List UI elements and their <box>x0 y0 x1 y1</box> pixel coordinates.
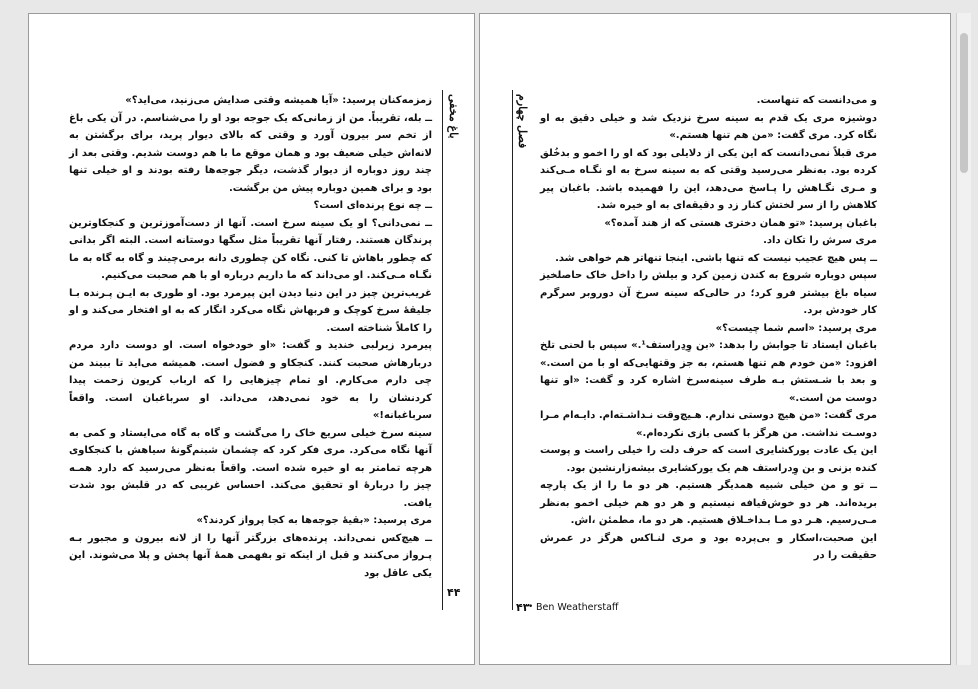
paragraph: این یک عادت یورکشایری است که حرف دلت را خیلی راست و پوست کنده بزنی و بن وِدراستف هم یک یورکشایری بیشه‌زارنشین بود. <box>540 445 877 474</box>
page-number: ۴۳ <box>516 601 530 614</box>
paragraph: این صحبت،اسکار و بی‌پرده بود و مری لنـاکس هرگز در عمرش حقیقت را در <box>540 532 877 561</box>
paragraph: ــ چه نوع پرنده‌ای است؟ <box>313 200 432 211</box>
paragraph: ــ تو و من خیلی شبیه همدیگر هستیم. هر دو ما را از یک پارچه بریده‌اند. هر دو خوش‌قیافه نیستیم و هر دو هم خیلی اخمو به‌نظر مـی‌رسیم. هـر دو مـا بـداخـلاق هستیم. هر دو ما، مطمئن ،اش. <box>540 480 877 526</box>
left-page <box>28 13 475 665</box>
right-page-body <box>540 92 877 565</box>
paragraph: مری پرسید: «اسم شما چیست؟» <box>715 322 877 334</box>
running-head: باغ مخفی <box>447 94 460 139</box>
paragraph: زمزمه‌کنان پرسید: «آیا همیشه وقتی صدایش می‌زنید، می‌اید؟» <box>125 95 432 106</box>
paragraph: باغبان پرسید: «تو همان دختری هستی که از هند آمده؟» <box>604 217 877 229</box>
paragraph: ــ بله، تقریباً. من از زمانی‌که یک جوجه بود او را می‌شناسم. در آن یکی باغ از تخم سر بیرون آورد و وقتی که بالای دیوار پرید، برای برگشتن به لانه‌اش خیلی ضعیف بود و همان موقع ما با هم دوست شدیم. وقتی بعد از چند روز دوباره از دیوار گذشت، دیگر جوجه‌ها رفته بودند و او خیلی تنها بود و برای همین دوباره پیش من برگشت. <box>69 112 432 194</box>
left-page-body <box>69 92 432 582</box>
paragraph: مری قبلاً نمی‌دانست که این یکی از دلایلی بود که او را اخمو و بدخُلق کرده بود. به‌نظر می‌رسید وقتی که به سینه سرخ به او نگـاه مـی‌کند و مـری نگـاهش را پـاسخ می‌دهد، این را فهمیده باشد. باغبان پیر کلاهش را از سر لختش کنار زد و دقیقه‌ای به او خیره شد. <box>540 147 877 211</box>
paragraph: ــ پس هیچ عجیب نیست که تنها باشی. اینجا تنهاتر هم خواهی شد. <box>555 252 877 264</box>
paragraph: مری گفت: «من هیچ دوستی ندارم. هـیچ‌وقت نـداشـته‌ام. دایـه‌ام مـرا دوسـت نداشت. من هرگز با کسی بازی نکرده‌ام.» <box>540 410 877 439</box>
paragraph: باغبان ایستاد تا جوابش را بدهد: «بن وِدِراستف¹.» سپس با لحنی تلخ افزود: «من خودم هم تنها هستم، به جز وقتهایی‌که او با من است.» و بعد با شـستش بـه طرف سینه‌سرخ اشاره کرد و گفت: «او تنها دوست من است.» <box>540 340 877 404</box>
scrollbar-thumb[interactable] <box>960 33 968 173</box>
paragraph: سپس دوباره شروع به کندن زمین کرد و بیلش را داخل خاک حاصلخیز سیاه باغ بیشتر فرو کرد؛ در حالی‌که سینه سرخ آن دوروبر سرگرم کار خودش برد. <box>540 270 877 316</box>
paragraph: سینه سرخ خیلی سریع خاک را می‌گشت و گاه به گاه می‌ایستاد و کمی به آنها نگاه می‌کرد. مری فکر کرد که چشمان شبنم‌گونهٔ سیاهش با کنجکاوی هرچه تمامتر به او خیره شده است. واقعاً به‌نظر می‌رسید که دارد همـه چیز را دربارهٔ او تحقیق می‌کند. احساس غریبی که در قلبش بود شدت یافت. <box>69 427 432 509</box>
paragraph: مری سرش را تکان داد. <box>763 235 877 246</box>
paragraph: و می‌دانست که تنهاست. <box>756 95 877 106</box>
vertical-scrollbar[interactable] <box>956 13 971 665</box>
page-number: ۴۴ <box>447 586 461 599</box>
paragraph: ــ نمی‌دانی؟ او یک سینه سرخ است. آنها از دست‌آموزترین و کنجکاوترین پرندگان هستند. رفتار آنها تقریباً مثل سگها دوستانه است. البته اگر بدانی که چطور باهاش تا کنی. نگاه کن چطوری دانه برمی‌چیند و گاه به گاه به ما نگـاه مـی‌کند. او می‌داند که ما داریم درباره او با هم صحبت می‌کنیم. <box>69 217 432 281</box>
margin-rule <box>512 90 513 610</box>
footnote-marker: • <box>528 602 534 612</box>
paragraph: غریب‌ترین چیز در این دنیا دیدن این پیرمرد بود. او طوری به ایـن پـرنده بـا جلیقهٔ سرخ کوچک و فربهاش نگاه می‌کرد انگار که به او افتخار می‌کند و او را کاملاً شناخته است. <box>69 287 432 334</box>
paragraph: مری پرسید: «بقیهٔ جوجه‌ها به کجا پرواز کردند؟» <box>196 515 432 526</box>
paragraph: دوشیزه مری یک قدم به سینه سرخ نزدیک شد و خیلی دقیق به او نگاه کرد. مری گفت: «من هم تنها هستم.» <box>540 112 877 141</box>
paragraph: پیرمرد زیرلبی خندید و گفت: «او خودخواه است. او دوست دارد مردم دربارهاش صحبت کنند. کنجکاو و فضول است. همیشه می‌اید تا ببیند من چی دارم می‌کارم. او تمام چیزهایی را که ارباب کریون زحمت پیدا کردنشان را به خود نمی‌دهد، می‌داند. او سرباغبان است. واقعاً سرباغبانه!» <box>69 340 432 421</box>
margin-rule <box>442 90 443 610</box>
paragraph: ــ هیچ‌کس نمی‌داند. پرنده‌های بزرگتر آنها را از لانه بیرون و مجبور بـه پـرواز می‌کنند و قبل از اینکه تو بفهمی همهٔ آنها پخش و پلا می‌شوند. این یکی عاقل بود <box>69 532 432 579</box>
right-page <box>479 13 951 665</box>
footnote-text: Ben Weatherstaff <box>536 602 619 613</box>
running-head: فصل چهارم <box>516 94 529 149</box>
